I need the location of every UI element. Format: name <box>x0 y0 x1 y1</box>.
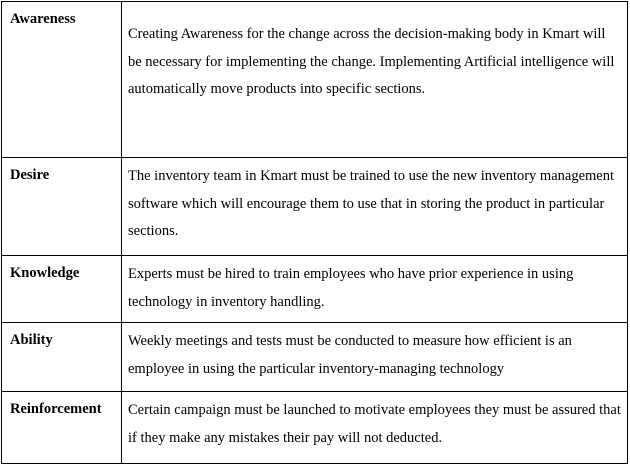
table-row <box>2 392 628 464</box>
table-row <box>2 323 628 392</box>
term-cell: Awareness <box>2 2 122 158</box>
description-cell: Weekly meetings and tests must be conducted to measure how efficient is an employee in using the particular inventory-managing technology <box>122 323 628 392</box>
table-row <box>2 2 628 158</box>
table-row <box>2 256 628 323</box>
description-cell: Certain campaign must be launched to motivate employees they must be assured that if they make any mistakes their pay will not deducted. <box>122 392 628 464</box>
term-cell: Reinforcement <box>2 392 122 464</box>
adkar-table <box>1 1 628 464</box>
term-cell: Ability <box>2 323 122 392</box>
term-cell: Desire <box>2 158 122 256</box>
table-row <box>2 158 628 256</box>
term-cell: Knowledge <box>2 256 122 323</box>
description-cell: The inventory team in Kmart must be trained to use the new inventory management software which will encourage them to use that in storing the product in particular sections. <box>122 158 628 256</box>
description-cell: Experts must be hired to train employees who have prior experience in using technology in inventory handling. <box>122 256 628 323</box>
description-cell: Creating Awareness for the change across the decision-making body in Kmart will be necessary for implementing the change. Implementing Artificial intelligence will automatically move products into specific sections. <box>122 2 628 158</box>
